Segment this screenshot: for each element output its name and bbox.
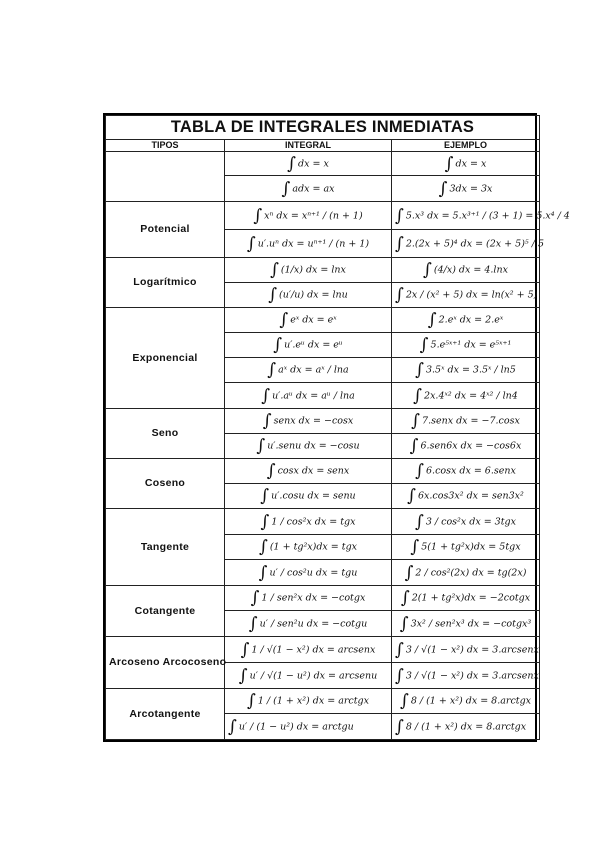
column-header-integral: INTEGRAL <box>225 140 392 152</box>
integral-sign-icon: ∫ <box>266 461 276 481</box>
integral-sign-icon: ∫ <box>423 260 432 280</box>
integral-cell: ∫ 1 / sen²x dx = −cotgx <box>225 586 392 611</box>
integral-cell: ∫ adx = ax <box>225 176 392 202</box>
example-cell: ∫ 3.5ˣ dx = 3.5ˣ / ln5 <box>392 358 540 383</box>
integral-cell: ∫ 1 / √(1 − x²) dx = arcsenx <box>225 637 392 663</box>
integral-sign-icon: ∫ <box>279 310 289 330</box>
integral-sign-icon: ∫ <box>253 205 263 226</box>
example-cell: ∫ 5(1 + tg²x)dx = 5tgx <box>392 535 540 560</box>
integral-sign-icon: ∫ <box>256 436 266 456</box>
integral-cell: ∫ u′.eᵘ dx = eᵘ <box>225 333 392 358</box>
integral-cell: ∫ u′ / (1 − u²) dx = arctgu <box>225 714 392 740</box>
example-cell: ∫ 5.e⁵ˣ⁺¹ dx = e⁵ˣ⁺¹ <box>392 333 540 358</box>
integral-sign-icon: ∫ <box>287 153 297 174</box>
integral-cell: ∫ (1/x) dx = lnx <box>225 258 392 283</box>
integral-sign-icon: ∫ <box>438 178 448 199</box>
column-header-ejemplo: EJEMPLO <box>392 140 540 152</box>
integral-cell: ∫ u′.uⁿ dx = uⁿ⁺¹ / (n + 1) <box>225 230 392 258</box>
type-cell-cotangente: Cotangente <box>106 586 225 637</box>
integral-cell: ∫ aˣ dx = aˣ / lna <box>225 358 392 383</box>
integral-sign-icon: ∫ <box>413 385 423 406</box>
type-cell-logaritmico: Logarítmico <box>106 258 225 308</box>
example-cell: ∫ 5.x³ dx = 5.x³⁺¹ / (3 + 1) = 5.x⁴ / 4 <box>392 202 540 230</box>
integral-sign-icon: ∫ <box>258 537 268 557</box>
integral-sign-icon: ∫ <box>444 153 454 174</box>
integral-sign-icon: ∫ <box>262 411 272 431</box>
integral-sign-icon: ∫ <box>415 360 424 380</box>
example-cell: ∫ 3x² / sen²x³ dx = −cotgx³ <box>392 611 540 637</box>
integral-sign-icon: ∫ <box>395 233 404 254</box>
integral-sign-icon: ∫ <box>415 511 424 532</box>
integral-sign-icon: ∫ <box>407 486 416 506</box>
integral-sign-icon: ∫ <box>238 665 248 686</box>
integral-sign-icon: ∫ <box>395 205 404 226</box>
integral-cell: ∫ eˣ dx = eˣ <box>225 308 392 333</box>
integral-cell: ∫ u′ / cos²u dx = tgu <box>225 560 392 586</box>
integral-sign-icon: ∫ <box>419 335 429 355</box>
integrals-table <box>105 115 570 740</box>
type-cell-seno: Seno <box>106 409 225 459</box>
integrals-table-sheet <box>103 113 570 742</box>
example-cell: ∫ 3 / cos²x dx = 3tgx <box>392 509 540 535</box>
type-cell-potencial: Potencial <box>106 202 225 258</box>
integral-cell: ∫ (u′/u) dx = lnu <box>225 283 392 308</box>
integral-cell: ∫ xⁿ dx = xⁿ⁺¹ / (n + 1) <box>225 202 392 230</box>
example-cell: ∫ 6.sen6x dx = −cos6x <box>392 434 540 459</box>
example-cell: ∫ 2x.4ˣ² dx = 4ˣ² / ln4 <box>392 383 540 409</box>
example-cell: ∫ 2.eˣ dx = 2.eˣ <box>392 308 540 333</box>
integral-sign-icon: ∫ <box>246 691 256 711</box>
integral-sign-icon: ∫ <box>409 436 419 456</box>
integral-sign-icon: ∫ <box>395 665 404 686</box>
example-cell: ∫ 2.(2x + 5)⁴ dx = (2x + 5)⁵ / 5 <box>392 230 540 258</box>
integral-cell: ∫ 1 / (1 + x²) dx = arctgx <box>225 689 392 714</box>
integral-cell: ∫ (1 + tg²x)dx = tgx <box>225 535 392 560</box>
example-cell: ∫ 7.senx dx = −7.cosx <box>392 409 540 434</box>
example-cell: ∫ 3 / √(1 − x²) dx = 3.arcsenx <box>392 637 540 663</box>
integral-sign-icon: ∫ <box>395 639 404 660</box>
integral-cell: ∫ u′ / sen²u dx = −cotgu <box>225 611 392 637</box>
type-cell-arcoseno: Arcoseno Arcocoseno <box>106 637 225 689</box>
integral-cell: ∫ u′.aᵘ dx = aᵘ / lna <box>225 383 392 409</box>
type-cell-basic <box>106 152 225 202</box>
integral-sign-icon: ∫ <box>415 461 424 481</box>
integral-sign-icon: ∫ <box>399 613 409 634</box>
integral-sign-icon: ∫ <box>395 716 404 737</box>
example-cell: ∫ dx = x <box>392 152 540 176</box>
integral-sign-icon: ∫ <box>250 588 260 608</box>
example-cell: ∫ 8 / (1 + x²) dx = 8.arctgx <box>392 714 540 740</box>
example-cell: ∫ 2 / cos²(2x) dx = tg(2x) <box>392 560 540 586</box>
integral-sign-icon: ∫ <box>267 360 277 380</box>
integral-cell: ∫ u′.cosu dx = senu <box>225 484 392 509</box>
column-header-tipos: TIPOS <box>106 140 225 152</box>
integral-sign-icon: ∫ <box>260 511 270 532</box>
example-cell: ∫ 2(1 + tg²x)dx = −2cotgx <box>392 586 540 611</box>
integral-sign-icon: ∫ <box>261 385 271 406</box>
integral-cell: ∫ u′ / √(1 − u²) dx = arcsenu <box>225 663 392 689</box>
integral-sign-icon: ∫ <box>228 716 237 737</box>
integral-sign-icon: ∫ <box>399 691 409 711</box>
integral-sign-icon: ∫ <box>273 335 283 355</box>
example-cell: ∫ 6x.cos3x² dx = sen3x² <box>392 484 540 509</box>
example-cell: ∫ 6.cosx dx = 6.senx <box>392 459 540 484</box>
example-cell: ∫ 3 / √(1 − x²) dx = 3.arcsenx <box>392 663 540 689</box>
integral-sign-icon: ∫ <box>427 310 437 330</box>
integral-sign-icon: ∫ <box>270 260 279 280</box>
table-title: TABLA DE INTEGRALES INMEDIATAS <box>106 116 540 140</box>
integral-cell: ∫ senx dx = −cosx <box>225 409 392 434</box>
type-cell-exponencial: Exponencial <box>106 308 225 409</box>
integral-sign-icon: ∫ <box>281 178 291 199</box>
integral-sign-icon: ∫ <box>268 285 278 305</box>
integral-sign-icon: ∫ <box>395 285 404 305</box>
integral-cell: ∫ cosx dx = senx <box>225 459 392 484</box>
type-cell-tangente: Tangente <box>106 509 225 586</box>
integral-sign-icon: ∫ <box>258 562 268 583</box>
integral-sign-icon: ∫ <box>410 537 420 557</box>
integral-sign-icon: ∫ <box>404 562 414 583</box>
integral-cell: ∫ dx = x <box>225 152 392 176</box>
integral-cell: ∫ 1 / cos²x dx = tgx <box>225 509 392 535</box>
integral-sign-icon: ∫ <box>260 486 270 506</box>
integral-sign-icon: ∫ <box>411 411 421 431</box>
example-cell: ∫ (4/x) dx = 4.lnx <box>392 258 540 283</box>
type-cell-coseno: Coseno <box>106 459 225 509</box>
integral-sign-icon: ∫ <box>400 588 410 608</box>
integral-sign-icon: ∫ <box>248 613 258 634</box>
example-cell: ∫ 2x / (x² + 5) dx = ln(x² + 5) <box>392 283 540 308</box>
integral-sign-icon: ∫ <box>240 639 250 660</box>
integral-cell: ∫ u′.senu dx = −cosu <box>225 434 392 459</box>
example-cell: ∫ 3dx = 3x <box>392 176 540 202</box>
example-cell: ∫ 8 / (1 + x²) dx = 8.arctgx <box>392 689 540 714</box>
type-cell-arcotangente: Arcotangente <box>106 689 225 740</box>
integral-sign-icon: ∫ <box>246 233 256 254</box>
